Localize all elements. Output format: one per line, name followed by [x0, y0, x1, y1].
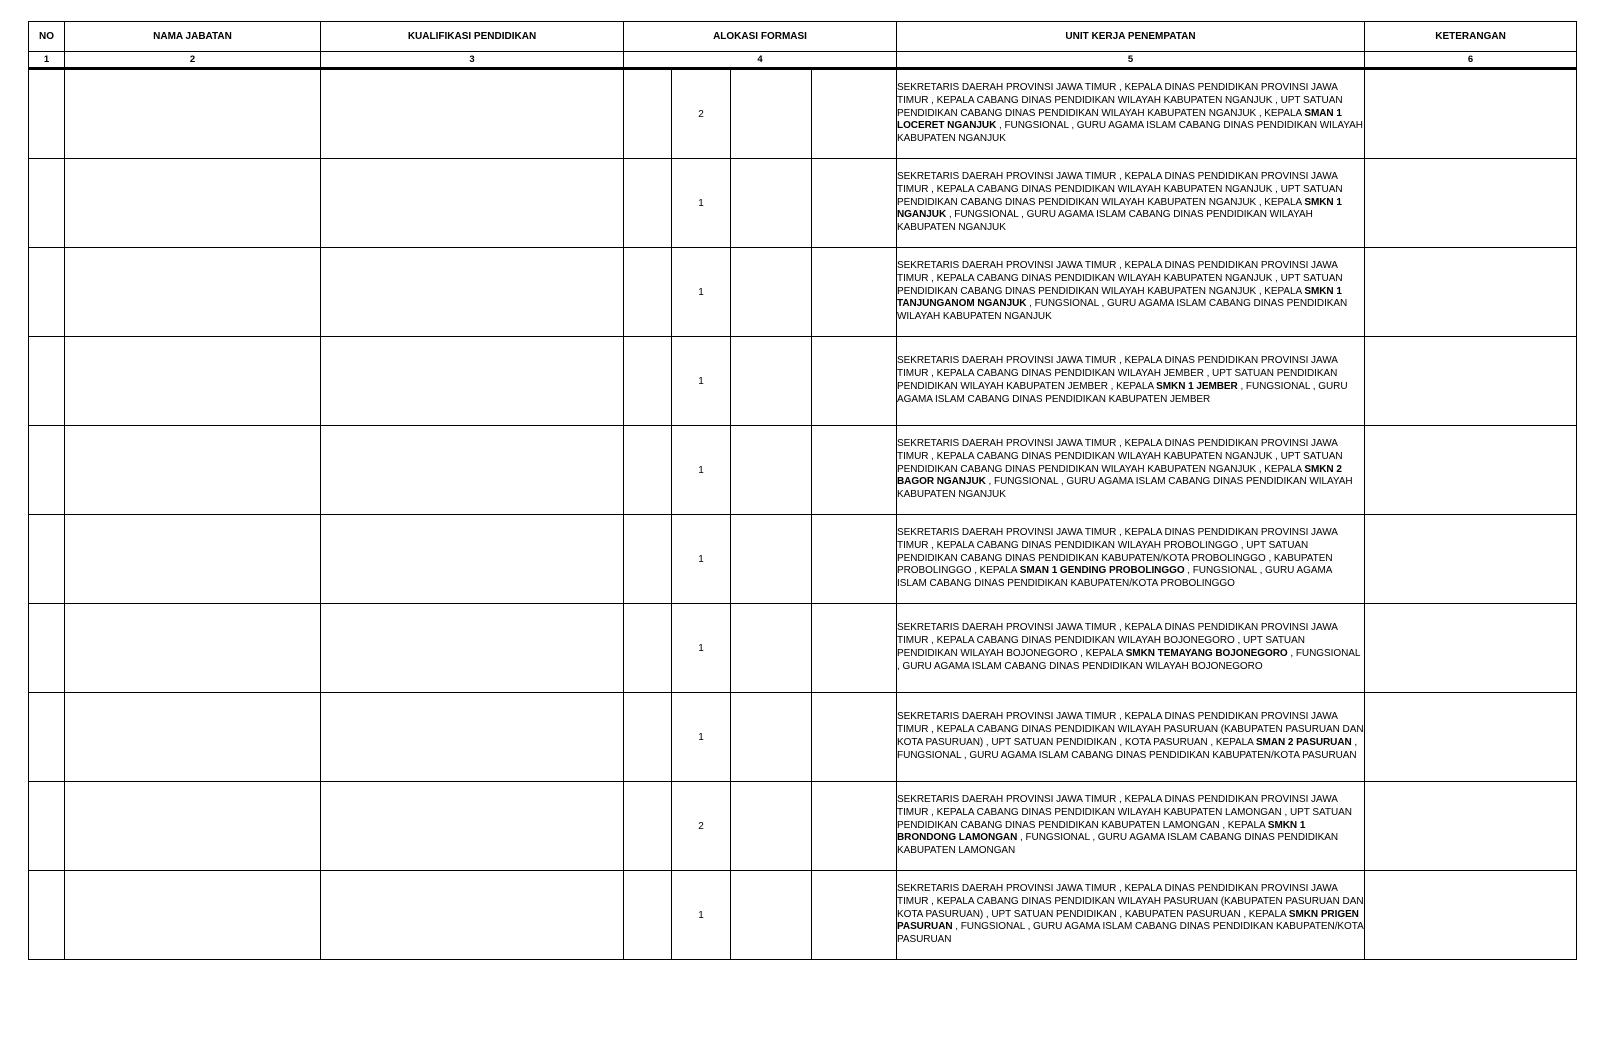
cell-no — [29, 782, 65, 871]
table-row — [29, 337, 1577, 426]
cell-unit-kerja — [897, 515, 1365, 604]
school-name: SMKN 1 BRONDONG LAMONGAN — [897, 819, 1306, 844]
school-name: SMKN 1 NGANJUK — [897, 196, 1342, 221]
header-alokasi-formasi: ALOKASI FORMASI — [624, 22, 897, 52]
cell-kualifikasi — [321, 337, 624, 426]
cell-nama-jabatan — [65, 871, 321, 960]
cell-unit-kerja — [897, 871, 1365, 960]
cell-alokasi-d — [812, 693, 897, 782]
cell-keterangan — [1365, 248, 1577, 337]
cell-unit-kerja — [897, 69, 1365, 159]
cell-alokasi-a — [624, 248, 672, 337]
table-row — [29, 159, 1577, 248]
unit-text-pre: SEKRETARIS DAERAH PROVINSI JAWA TIMUR , KEPALA DINAS PENDIDIKAN PROVINSI JAWA TIMUR , KEPALA CABANG DINAS PENDIDIKAN WILAYAH KABUPATEN NGANJUK , UPT SATUAN PENDIDIKAN CABANG DINAS PENDIDIKAN WILAYAH KABUPATEN NGANJUK , KEPALA — [897, 260, 1343, 297]
school-name: SMKN TEMAYANG BOJONEGORO — [1125, 648, 1288, 659]
cell-alokasi-c — [731, 69, 812, 159]
school-name: SMKN 2 BAGOR NGANJUK — [897, 463, 1342, 488]
unit-text-pre: SEKRETARIS DAERAH PROVINSI JAWA TIMUR , KEPALA DINAS PENDIDIKAN PROVINSI JAWA TIMUR , KEPALA CABANG DINAS PENDIDIKAN WILAYAH KABUPATEN NGANJUK , UPT SATUAN PENDIDIKAN CABANG DINAS PENDIDIKAN WILAYAH KABUPATEN NGANJUK , KEPALA — [897, 171, 1343, 208]
cell-no — [29, 337, 65, 426]
cell-no — [29, 515, 65, 604]
cell-alokasi-d — [812, 426, 897, 515]
cell-nama-jabatan — [65, 159, 321, 248]
cell-unit-kerja — [897, 337, 1365, 426]
cell-unit-kerja — [897, 693, 1365, 782]
cell-nama-jabatan — [65, 69, 321, 159]
header-keterangan: KETERANGAN — [1365, 22, 1577, 52]
cell-alokasi-jumlah: 1 — [672, 159, 731, 248]
unit-text-post: , FUNGSIONAL , GURU AGAMA ISLAM CABANG DINAS PENDIDIKAN WILAYAH KABUPATEN NGANJUK — [897, 209, 1313, 234]
cell-alokasi-c — [731, 604, 812, 693]
cell-alokasi-jumlah: 1 — [672, 337, 731, 426]
cell-alokasi-a — [624, 337, 672, 426]
cell-kualifikasi — [321, 782, 624, 871]
school-name: SMKN 1 TANJUNGANOM NGANJUK — [897, 285, 1342, 310]
cell-keterangan — [1365, 337, 1577, 426]
cell-alokasi-d — [812, 782, 897, 871]
cell-no — [29, 426, 65, 515]
column-number: 3 — [321, 52, 624, 69]
cell-nama-jabatan — [65, 248, 321, 337]
unit-text-post: , FUNGSIONAL , GURU AGAMA ISLAM CABANG DINAS PENDIDIKAN KABUPATEN/KOTA PASURUAN — [897, 737, 1358, 761]
cell-nama-jabatan — [65, 693, 321, 782]
cell-no — [29, 693, 65, 782]
cell-no — [29, 871, 65, 960]
cell-alokasi-d — [812, 871, 897, 960]
unit-text-pre: SEKRETARIS DAERAH PROVINSI JAWA TIMUR , KEPALA DINAS PENDIDIKAN PROVINSI JAWA TIMUR , KEPALA CABANG DINAS PENDIDIKAN WILAYAH JEMBER , UPT SATUAN PENDIDIKAN PENDIDIKAN WILAYAH KABUPATEN JEMBER , KEPALA — [897, 355, 1338, 392]
school-name: SMKN PRIGEN PASURUAN — [897, 908, 1359, 933]
cell-alokasi-a — [624, 693, 672, 782]
cell-kualifikasi — [321, 604, 624, 693]
cell-alokasi-d — [812, 248, 897, 337]
header-row — [29, 22, 1577, 52]
cell-unit-kerja — [897, 604, 1365, 693]
cell-alokasi-d — [812, 604, 897, 693]
cell-keterangan — [1365, 69, 1577, 159]
column-number: 1 — [29, 52, 65, 69]
cell-alokasi-c — [731, 693, 812, 782]
column-number: 2 — [65, 52, 321, 69]
unit-text-post: , FUNGSIONAL , GURU AGAMA ISLAM CABANG DINAS PENDIDIKAN KABUPATEN/KOTA PROBOLINGGO — [897, 565, 1332, 590]
cell-nama-jabatan — [65, 426, 321, 515]
cell-no — [29, 604, 65, 693]
cell-alokasi-c — [731, 782, 812, 871]
cell-alokasi-c — [731, 426, 812, 515]
cell-unit-kerja — [897, 426, 1365, 515]
header-unit-kerja-penempatan: UNIT KERJA PENEMPATAN — [897, 22, 1365, 52]
unit-text-post: , FUNGSIONAL , GURU AGAMA ISLAM CABANG DINAS PENDIDIKAN KABUPATEN/KOTA PASURUAN — [897, 921, 1364, 946]
formasi-table — [28, 21, 1577, 960]
unit-text-post: , FUNGSIONAL , GURU AGAMA ISLAM CABANG DINAS PENDIDIKAN KABUPATEN LAMONGAN — [897, 832, 1339, 857]
cell-alokasi-a — [624, 604, 672, 693]
cell-kualifikasi — [321, 515, 624, 604]
cell-alokasi-jumlah: 1 — [672, 604, 731, 693]
cell-nama-jabatan — [65, 782, 321, 871]
cell-alokasi-jumlah: 1 — [672, 693, 731, 782]
cell-alokasi-a — [624, 515, 672, 604]
cell-alokasi-a — [624, 426, 672, 515]
cell-keterangan — [1365, 159, 1577, 248]
cell-alokasi-jumlah: 1 — [672, 426, 731, 515]
table-row — [29, 871, 1577, 960]
header-nama-jabatan: NAMA JABATAN — [65, 22, 321, 52]
cell-alokasi-c — [731, 871, 812, 960]
column-number: 4 — [624, 52, 897, 69]
table-row — [29, 782, 1577, 871]
unit-text-pre: SEKRETARIS DAERAH PROVINSI JAWA TIMUR , KEPALA DINAS PENDIDIKAN PROVINSI JAWA TIMUR , KEPALA CABANG DINAS PENDIDIKAN WILAYAH KABUPATEN NGANJUK , UPT SATUAN PENDIDIKAN CABANG DINAS PENDIDIKAN WILAYAH KABUPATEN NGANJUK , KEPALA — [897, 82, 1343, 119]
unit-text-post: , FUNGSIONAL , GURU AGAMA ISLAM CABANG DINAS PENDIDIKAN WILAYAH BOJONEGORO — [897, 648, 1360, 672]
table-row — [29, 604, 1577, 693]
column-number: 6 — [1365, 52, 1577, 69]
unit-text-pre: SEKRETARIS DAERAH PROVINSI JAWA TIMUR , KEPALA DINAS PENDIDIKAN PROVINSI JAWA TIMUR , KEPALA CABANG DINAS PENDIDIKAN WILAYAH PASURUAN (KABUPATEN PASURUAN DAN KOTA PASURUAN) , UPT SATUAN PENDIDIKAN , KOTA PASURUAN , KEPALA — [897, 711, 1364, 748]
cell-keterangan — [1365, 604, 1577, 693]
table-row — [29, 515, 1577, 604]
cell-alokasi-jumlah: 2 — [672, 69, 731, 159]
school-name: SMAN 1 LOCERET NGANJUK — [897, 107, 1342, 132]
cell-nama-jabatan — [65, 604, 321, 693]
cell-keterangan — [1365, 515, 1577, 604]
cell-kualifikasi — [321, 248, 624, 337]
cell-alokasi-d — [812, 69, 897, 159]
column-number: 5 — [897, 52, 1365, 69]
cell-alokasi-d — [812, 337, 897, 426]
cell-keterangan — [1365, 871, 1577, 960]
cell-alokasi-c — [731, 337, 812, 426]
cell-keterangan — [1365, 782, 1577, 871]
cell-no — [29, 69, 65, 159]
table-row — [29, 426, 1577, 515]
cell-alokasi-jumlah: 1 — [672, 871, 731, 960]
table-row — [29, 69, 1577, 159]
cell-nama-jabatan — [65, 337, 321, 426]
unit-text-pre: SEKRETARIS DAERAH PROVINSI JAWA TIMUR , KEPALA DINAS PENDIDIKAN PROVINSI JAWA TIMUR , KEPALA CABANG DINAS PENDIDIKAN WILAYAH BOJONEGORO , UPT SATUAN PENDIDIKAN WILAYAH BOJONEGORO , KEPALA — [897, 622, 1338, 659]
cell-no — [29, 248, 65, 337]
cell-alokasi-a — [624, 69, 672, 159]
unit-text-pre: SEKRETARIS DAERAH PROVINSI JAWA TIMUR , KEPALA DINAS PENDIDIKAN PROVINSI JAWA TIMUR , KEPALA CABANG DINAS PENDIDIKAN WILAYAH KABUPATEN NGANJUK , UPT SATUAN PENDIDIKAN CABANG DINAS PENDIDIKAN WILAYAH KABUPATEN NGANJUK , KEPALA — [897, 438, 1343, 475]
table-row — [29, 693, 1577, 782]
cell-alokasi-jumlah: 2 — [672, 782, 731, 871]
cell-alokasi-a — [624, 159, 672, 248]
header-no: NO — [29, 22, 65, 52]
cell-alokasi-c — [731, 515, 812, 604]
school-name: SMAN 2 PASURUAN — [1255, 737, 1352, 748]
school-name: SMKN 1 JEMBER — [1156, 381, 1238, 392]
school-name: SMAN 1 GENDING PROBOLINGGO — [1019, 565, 1185, 577]
cell-unit-kerja — [897, 782, 1365, 871]
table-row — [29, 248, 1577, 337]
unit-text-pre: SEKRETARIS DAERAH PROVINSI JAWA TIMUR , KEPALA DINAS PENDIDIKAN PROVINSI JAWA TIMUR , KEPALA CABANG DINAS PENDIDIKAN WILAYAH PROBOLINGGO , UPT SATUAN PENDIDIKAN CABANG DINAS PENDIDIKAN KABUPATEN/KOTA PROBOLINGGO , KABUPATEN PROBOLINGGO , KEPALA — [897, 527, 1338, 577]
unit-text-post: , FUNGSIONAL , GURU AGAMA ISLAM CABANG DINAS PENDIDIKAN KABUPATEN JEMBER — [897, 381, 1348, 405]
cell-alokasi-d — [812, 515, 897, 604]
column-number-row — [29, 52, 1577, 69]
unit-text-post: , FUNGSIONAL , GURU AGAMA ISLAM CABANG DINAS PENDIDIKAN WILAYAH KABUPATEN NGANJUK — [897, 120, 1363, 145]
cell-alokasi-c — [731, 159, 812, 248]
cell-kualifikasi — [321, 159, 624, 248]
cell-nama-jabatan — [65, 515, 321, 604]
unit-text-pre: SEKRETARIS DAERAH PROVINSI JAWA TIMUR , KEPALA DINAS PENDIDIKAN PROVINSI JAWA TIMUR , KEPALA CABANG DINAS PENDIDIKAN WILAYAH KABUPATEN LAMONGAN , UPT SATUAN PENDIDIKAN CABANG DINAS PENDIDIKAN KABUPATEN LAMONGAN , KEPALA — [897, 794, 1352, 831]
header-kualifikasi-pendidikan: KUALIFIKASI PENDIDIKAN — [321, 22, 624, 52]
cell-unit-kerja — [897, 159, 1365, 248]
cell-kualifikasi — [321, 69, 624, 159]
cell-alokasi-a — [624, 782, 672, 871]
cell-alokasi-c — [731, 248, 812, 337]
unit-text-pre: SEKRETARIS DAERAH PROVINSI JAWA TIMUR , KEPALA DINAS PENDIDIKAN PROVINSI JAWA TIMUR , KEPALA CABANG DINAS PENDIDIKAN WILAYAH PASURUAN (KABUPATEN PASURUAN DAN KOTA PASURUAN) , UPT SATUAN PENDIDIKAN , KABUPATEN PASURUAN , KEPALA — [897, 883, 1364, 920]
unit-text-post: , FUNGSIONAL , GURU AGAMA ISLAM CABANG DINAS PENDIDIKAN WILAYAH KABUPATEN NGANJUK — [897, 476, 1353, 501]
unit-text-post: , FUNGSIONAL , GURU AGAMA ISLAM CABANG DINAS PENDIDIKAN WILAYAH KABUPATEN NGANJUK — [897, 298, 1348, 323]
cell-alokasi-d — [812, 159, 897, 248]
cell-alokasi-jumlah: 1 — [672, 515, 731, 604]
cell-unit-kerja — [897, 248, 1365, 337]
cell-kualifikasi — [321, 426, 624, 515]
cell-alokasi-jumlah: 1 — [672, 248, 731, 337]
cell-alokasi-a — [624, 871, 672, 960]
cell-kualifikasi — [321, 871, 624, 960]
cell-keterangan — [1365, 426, 1577, 515]
cell-kualifikasi — [321, 693, 624, 782]
cell-keterangan — [1365, 693, 1577, 782]
cell-no — [29, 159, 65, 248]
